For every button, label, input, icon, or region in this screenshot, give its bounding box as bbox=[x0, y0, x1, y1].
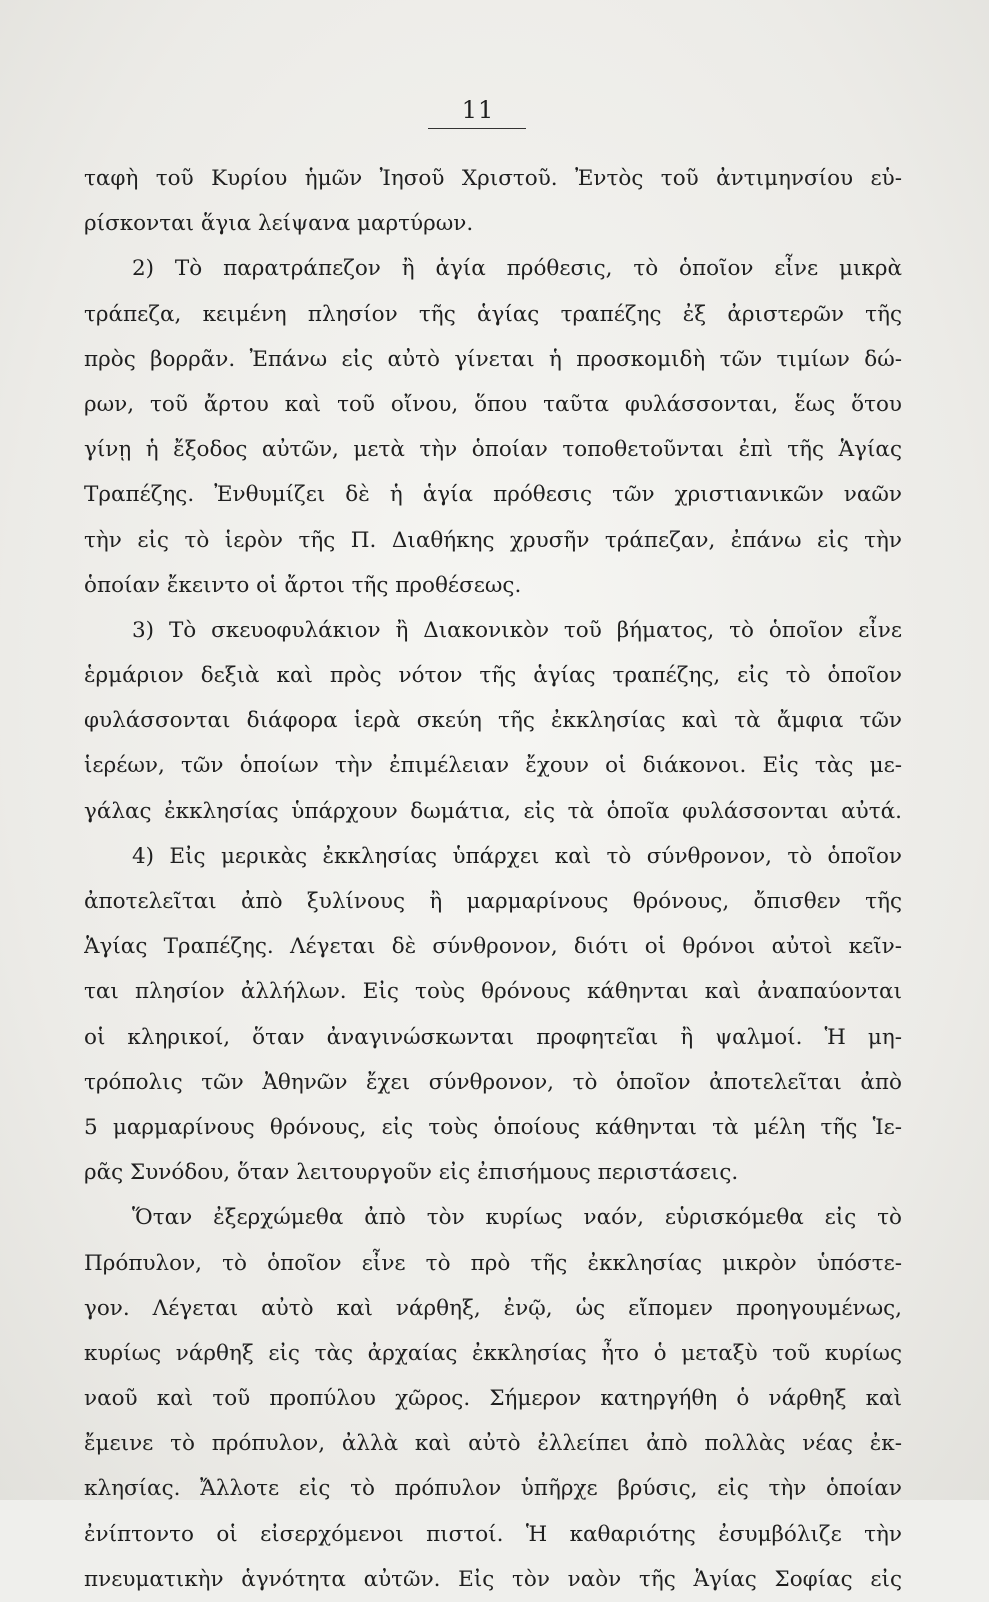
text-line: Πρόπυλον, τὸ ὁποῖον εἶνε τὸ πρὸ τῆς ἐκκλησίας μικρὸν ὑπόστε- bbox=[84, 1250, 902, 1276]
text-line: ρων, τοῦ ἄρτου καὶ τοῦ οἴνου, ὅπου ταῦτα φυλάσσονται, ἕως ὅτου bbox=[84, 391, 902, 417]
text-line: ἑρμάριον δεξιὰ καὶ πρὸς νότον τῆς ἁγίας τραπέζης, εἰς τὸ ὁποῖον bbox=[84, 663, 902, 689]
text-line: ὁποίαν ἔκειντο οἱ ἄρτοι τῆς προθέσεως. bbox=[84, 572, 522, 598]
text-line: τράπεζα, κειμένη πλησίον τῆς ἁγίας τραπέζης ἐξ ἀριστερῶν τῆς bbox=[84, 301, 902, 327]
text-line: ἱερέων, τῶν ὁποίων τὴν ἐπιμέλειαν ἔχουν οἱ διάκονοι. Εἰς τὰς με- bbox=[84, 753, 902, 779]
text-line: τὴν εἰς τὸ ἱερὸν τῆς Π. Διαθήκης χρυσῆν τράπεζαν, ἐπάνω εἰς τὴν bbox=[84, 527, 902, 553]
text-line: ἀποτελεῖται ἀπὸ ξυλίνους ἢ μαρμαρίνους θρόνους, ὄπισθεν τῆς bbox=[84, 889, 902, 914]
text-line: 2) Τὸ παρατράπεζον ἢ ἁγία πρόθεσις, τὸ ὁποῖον εἶνε μικρὰ bbox=[132, 256, 902, 282]
text-line: 5 μαρμαρίνους θρόνους, εἰς τοὺς ὁποίους κάθηνται τὰ μέλη τῆς Ἱε- bbox=[84, 1114, 902, 1140]
text-line: ται πλησίον ἀλλήλων. Εἰς τοὺς θρόνους κάθηνται καὶ ἀναπαύονται bbox=[84, 979, 902, 1005]
text-line: φυλάσσονται διάφορα ἱερὰ σκεύη τῆς ἐκκλησίας καὶ τὰ ἄμφια τῶν bbox=[84, 708, 902, 734]
body-text bbox=[84, 156, 902, 1602]
text-line: ταφὴ τοῦ Κυρίου ἡμῶν Ἰησοῦ Χριστοῦ. Ἐντὸς τοῦ ἀντιμηνσίου εὑ- bbox=[84, 166, 902, 191]
text-line: γίνῃ ἡ ἔξοδος αὐτῶν, μετὰ τὴν ὁποίαν τοποθετοῦνται ἐπὶ τῆς Ἁγίας bbox=[84, 437, 902, 463]
page-number: 11 bbox=[461, 96, 495, 124]
text-line: ρᾶς Συνόδου, ὅταν λειτουργοῦν εἰς ἐπισήμους περιστάσεις. bbox=[84, 1160, 739, 1186]
text-line: ναοῦ καὶ τοῦ προπύλου χῶρος. Σήμερον κατηργήθη ὁ νάρθηξ καὶ bbox=[84, 1386, 902, 1412]
text-line: ἔμεινε τὸ πρόπυλον, ἀλλὰ καὶ αὐτὸ ἐλλείπει ἀπὸ πολλὰς νέας ἐκ- bbox=[84, 1431, 902, 1457]
text-line: οἱ κληρικοί, ὅταν ἀναγινώσκωνται προφητεῖαι ἢ ψαλμοί. Ἡ μη- bbox=[84, 1024, 902, 1050]
text-line: τρόπολις τῶν Ἀθηνῶν ἔχει σύνθρονον, τὸ ὁποῖον ἀποτελεῖται ἀπὸ bbox=[84, 1069, 902, 1095]
page-number-rule bbox=[428, 128, 526, 129]
text-line: κυρίως νάρθηξ εἰς τὰς ἀρχαίας ἐκκλησίας ἦτο ὁ μεταξὺ τοῦ κυρίως bbox=[84, 1340, 902, 1366]
text-line: πρὸς βορρᾶν. Ἐπάνω εἰς αὐτὸ γίνεται ἡ προσκομιδὴ τῶν τιμίων δώ- bbox=[84, 346, 902, 372]
text-line: ἐνίπτοντο οἱ εἰσερχόμενοι πιστοί. Ἡ καθαριότης ἐσυμβόλιζε τὴν bbox=[84, 1521, 902, 1547]
text-line: Ὅταν ἐξερχώμεθα ἀπὸ τὸν κυρίως ναόν, εὑρισκόμεθα εἰς τὸ bbox=[132, 1205, 902, 1231]
text-line: ρίσκονται ἅγια λείψανα μαρτύρων. bbox=[84, 211, 474, 237]
text-line: γάλας ἐκκλησίας ὑπάρχουν δωμάτια, εἰς τὰ ὁποῖα φυλάσσονται αὐτά. bbox=[84, 798, 902, 824]
text-line: γον. Λέγεται αὐτὸ καὶ νάρθηξ, ἐνῷ, ὡς εἴπομεν προηγουμένως, bbox=[84, 1295, 902, 1321]
text-line: πνευματικὴν ἁγνότητα αὐτῶν. Εἰς τὸν ναὸν τῆς Ἁγίας Σοφίας εἰς bbox=[84, 1566, 902, 1592]
text-line: κλησίας. Ἄλλοτε εἰς τὸ πρόπυλον ὑπῆρχε βρύσις, εἰς τὴν ὁποίαν bbox=[84, 1476, 902, 1502]
text-line: 4) Εἰς μερικὰς ἐκκλησίας ὑπάρχει καὶ τὸ σύνθρονον, τὸ ὁποῖον bbox=[132, 843, 902, 869]
text-line: 3) Τὸ σκευοφυλάκιον ἢ Διακονικὸν τοῦ βήματος, τὸ ὁποῖον εἶνε bbox=[132, 617, 902, 643]
text-line: Τραπέζης. Ἐνθυμίζει δὲ ἡ ἁγία πρόθεσις τῶν χριστιανικῶν ναῶν bbox=[84, 482, 902, 508]
text-line: Ἁγίας Τραπέζης. Λέγεται δὲ σύνθρονον, διότι οἱ θρόνοι αὐτοὶ κεῖν- bbox=[84, 934, 902, 960]
